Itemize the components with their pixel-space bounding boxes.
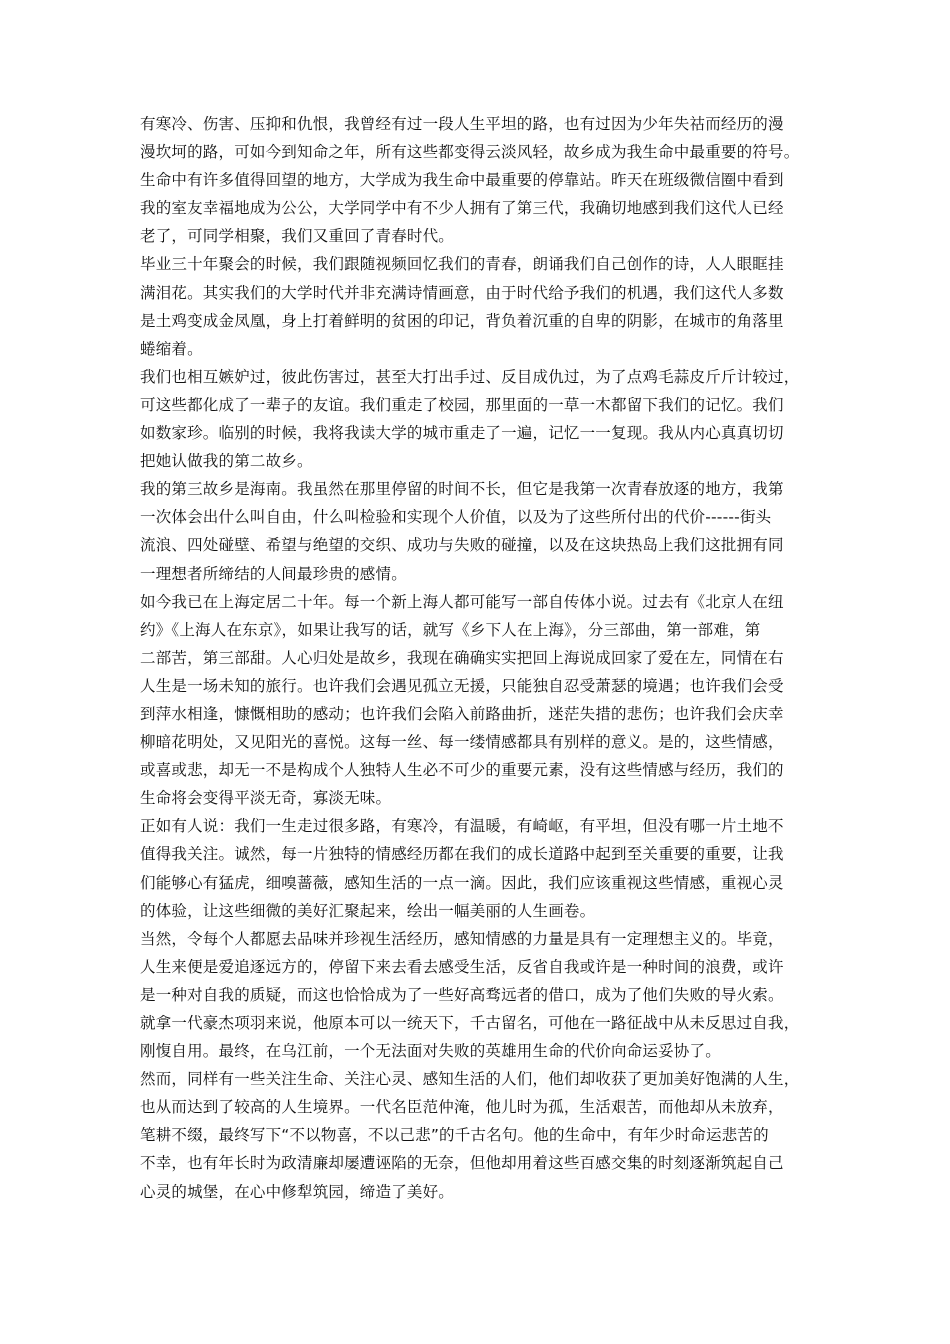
text-line: 就拿一代豪杰项羽来说，他原本可以一统天下，千古留名，可他在一路征战中从未反思过自我， — [140, 1014, 800, 1032]
text-line: 如数家珍。临别的时候，我将我读大学的城市重走了一遍，记忆一一复现。我从内心真真切切 — [140, 424, 784, 443]
text-line: 把她认做我的第二故乡。 — [140, 452, 313, 471]
document-body — [140, 110, 810, 1206]
text-line: 蜷缩着。 — [140, 339, 203, 358]
text-line: 或喜或悲，却无一不是构成个人独特人生必不可少的重要元素，没有这些情感与经历，我们的 — [140, 761, 784, 780]
text-line: 有寒冷、伤害、压抑和仇恨，我曾经有过一段人生平坦的路，也有过因为少年失祜而经历的漫 — [140, 115, 784, 133]
text-line: 漫坎坷的路，可如今到知命之年，所有这些都变得云淡风轻，故乡成为我生命中最重要的符号。 — [140, 143, 800, 162]
text-line: 正如有人说：我们一生走过很多路，有寒冷，有温暖，有崎岖，有平坦，但没有哪一片土地不 — [140, 817, 784, 836]
text-line: 当然，令每个人都愿去品味并珍视生活经历，感知情感的力量是具有一定理想主义的。毕竟， — [140, 929, 784, 948]
text-line: 人生来便是爱追逐远方的，停留下来去看去感受生活，反省自我或许是一种时间的浪费，或许 — [140, 957, 784, 976]
text-line: 我的第三故乡是海南。我虽然在那里停留的时间不长，但它是我第一次青春放逐的地方，我第 — [140, 480, 784, 499]
text-line: 我们也相互嫉妒过，彼此伤害过，甚至大打出手过、反目成仇过，为了点鸡毛蒜皮斤斤计较过， — [140, 367, 800, 386]
text-line: 二部苦，第三部甜。人心归处是故乡，我现在确确实实把回上海说成回家了爱在左，同情在右 — [140, 648, 784, 667]
text-line: 可这些都化成了一辈子的友谊。我们重走了校园，那里面的一草一木都留下我们的记忆。我们 — [140, 395, 784, 414]
text-line: 一次体会出什么叫自由，什么叫检验和实现个人价值，以及为了这些所付出的代价------街头 — [140, 508, 772, 527]
text-line: 如今我已在上海定居二十年。每一个新上海人都可能写一部自传体小说。过去有《北京人在纽 — [140, 592, 784, 611]
text-line: 毕业三十年聚会的时候，我们跟随视频回忆我们的青春，朗诵我们自己创作的诗，人人眼眶挂 — [140, 255, 784, 274]
text-line: 刚愎自用。最终，在乌江前，一个无法面对失败的英雄用生命的代价向命运妥协了。 — [140, 1042, 721, 1061]
text-line: 我的室友幸福地成为公公，大学同学中有不少人拥有了第三代，我确切地感到我们这代人已经 — [140, 199, 784, 218]
text-line: 是一种对自我的质疑，而这也恰恰成为了一些好高骛远者的借口，成为了他们失败的导火索。 — [140, 985, 784, 1004]
text-line: 的体验，让这些细微的美好汇聚起来，绘出一幅美丽的人生画卷。 — [140, 901, 596, 920]
text-line: 生命将会变得平淡无奇，寡淡无味。 — [140, 789, 392, 808]
text-line: 心灵的城堡，在心中修犁筑园，缔造了美好。 — [140, 1182, 455, 1201]
text-line: 笔耕不缀，最终写下“不以物喜，不以己悲”的千古名句。他的生命中，有年少时命运悲苦的 — [140, 1126, 769, 1145]
text-line: 到萍水相逢，慷慨相助的感动；也许我们会陷入前路曲折，迷茫失措的悲伤；也许我们会庆幸 — [140, 704, 784, 723]
text-line: 不幸，也有年长时为政清廉却屡遭诬陷的无奈，但他却用着这些百感交集的时刻逐渐筑起自己 — [140, 1154, 784, 1173]
text-line: 满泪花。其实我们的大学时代并非充满诗情画意，由于时代给予我们的机遇，我们这代人多数 — [140, 283, 784, 302]
text-line: 然而，同样有一些关注生命、关注心灵、感知生活的人们，他们却收获了更加美好饱满的人生， — [140, 1070, 800, 1089]
text-line: 们能够心有猛虎，细嗅蔷薇，感知生活的一点一滴。因此，我们应该重视这些情感，重视心灵 — [140, 873, 784, 892]
text-line: 一理想者所缔结的人间最珍贵的感情。 — [140, 564, 407, 583]
text-line: 老了，可同学相聚，我们又重回了青春时代。 — [140, 227, 455, 246]
text-line: 生命中有许多值得回望的地方，大学成为我生命中最重要的停靠站。昨天在班级微信圈中看到 — [140, 171, 784, 190]
text-line: 是土鸡变成金凤凰，身上打着鲜明的贫困的印记，背负着沉重的自卑的阴影，在城市的角落里 — [140, 311, 784, 330]
text-line: 约》《上海人在东京》，如果让我写的话，就写《乡下人在上海》，分三部曲，第一部难，第 — [140, 620, 761, 639]
text-line: 也从而达到了较高的人生境界。一代名臣范仲淹，他儿时为孤，生活艰苦，而他却从未放弃， — [140, 1098, 784, 1117]
text-line: 柳暗花明处，又见阳光的喜悦。这每一丝、每一缕情感都具有别样的意义。是的，这些情感， — [140, 733, 784, 752]
text-line: 人生是一场未知的旅行。也许我们会遇见孤立无援，只能独自忍受萧瑟的境遇；也许我们会受 — [140, 676, 784, 695]
text-line: 值得我关注。诚然，每一片独特的情感经历都在我们的成长道路中起到至关重要的重要，让我 — [140, 845, 784, 864]
text-line: 流浪、四处碰壁、希望与绝望的交织、成功与失败的碰撞，以及在这块热岛上我们这批拥有同 — [140, 536, 784, 555]
